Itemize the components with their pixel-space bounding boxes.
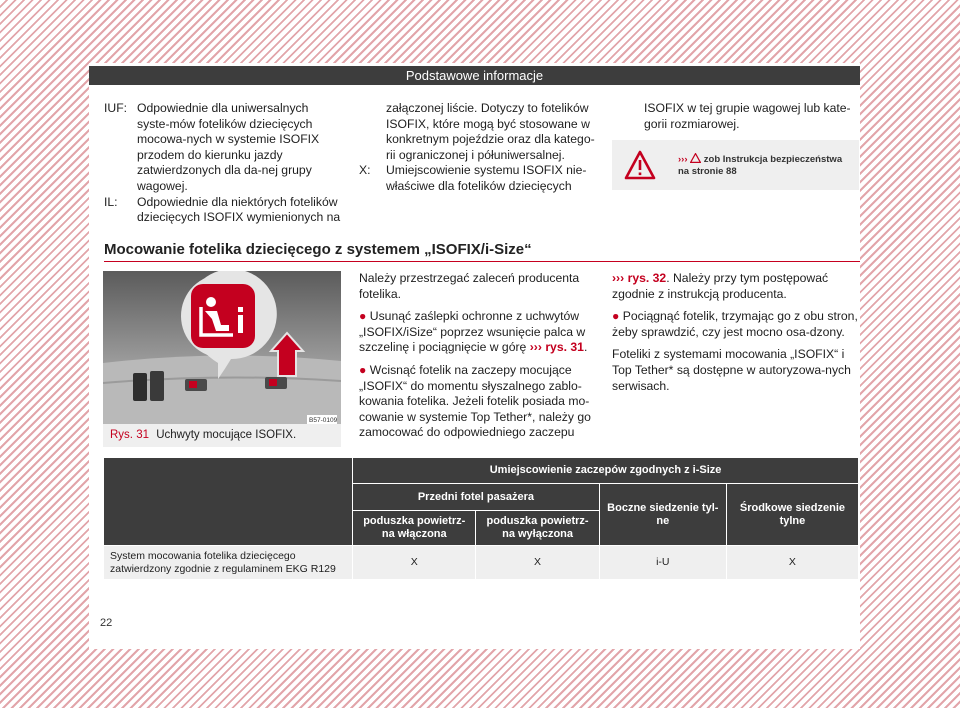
isofix-table [103, 457, 859, 580]
figure-photo [103, 271, 341, 428]
row-label: System mocowania fotelika dziecięcego zatwierdzony zgodnie z regulaminem EKG R129 [104, 546, 352, 579]
figure-caption [103, 424, 341, 447]
ref-arrows: ››› [612, 271, 625, 285]
def-desc: Umiejscowienie systemu ISOFIX nie-właściwe dla fotelików dziecięcych [386, 163, 587, 193]
intro-paragraph: Należy przestrzegać zaleceń producenta fotelika. [359, 271, 580, 301]
def-x [359, 163, 604, 194]
ref-arrows: ››› [529, 340, 542, 355]
definitions-col1 [104, 101, 344, 226]
definitions-col2 [359, 101, 604, 195]
small-warning-icon [690, 153, 701, 163]
bullet-item [612, 309, 858, 340]
figure-link[interactable]: rys. 31 [545, 340, 584, 355]
cell-value: i-U [600, 546, 726, 579]
def-desc: Odpowiednie dla niektórych fotelików dziecięcych ISOFIX wymienionych na [137, 194, 341, 225]
warning-link-line1[interactable]: zob Instrukcja bezpieczeństwa [703, 154, 843, 165]
warning-triangle-icon [624, 150, 656, 180]
center-rear-header: Środkowe siedzenie tylne [727, 484, 858, 545]
bullet-text: Usunąć zaślepki ochronne z uchwytów „ISOFIX/iSize“ poprzez wsunięcie palca w szczelinę i pociągnięcie w górę [359, 309, 586, 355]
warning-text [678, 153, 842, 177]
cell-value: X [476, 546, 598, 579]
page-header: Podstawowe informacje [89, 66, 860, 85]
table-corner-cell [104, 458, 352, 545]
continuation-text: . Należy przy tym postępować zgodnie z instrukcją producenta. [612, 271, 829, 301]
bullet-dot-icon: ● [359, 309, 367, 324]
figure-label: Rys. 31 [110, 429, 149, 441]
def-term: IUF: [104, 101, 128, 115]
airbag-on-header: poduszka powietrz-na włączona [353, 511, 475, 545]
col3-continuation [612, 101, 857, 132]
figure-code: B57-0109 [309, 417, 338, 424]
col2-continuation: załączonej liście. Dotyczy to fotelików ISOFIX, które mogą być stosowane w konkretnym pojeździe oraz dla katego-rii ograniczonej i półuniwersalnej. [386, 101, 595, 162]
def-desc: Odpowiednie dla uniwersalnych syste-mów fotelików dziecięcych mocowa-nych w systemie ISOFIX przodem do kierunku jazdy zatwierdzonych dla da-nej grupy wagowej. [137, 101, 320, 193]
figure-link[interactable]: rys. 32 [627, 271, 667, 285]
bullet-dot-icon: ● [359, 362, 367, 377]
def-il [104, 195, 344, 226]
bullet-item [359, 363, 604, 441]
cell-value: X [727, 546, 858, 579]
instructions-col [359, 271, 604, 448]
cell-value: X [353, 546, 475, 579]
section-title: Mocowanie fotelika dziecięcego z systemem „ISOFIX/i-Size“ [104, 241, 532, 258]
def-term: X: [359, 163, 371, 178]
airbag-off-header: poduszka powietrz-na wyłączona [476, 511, 598, 545]
figure-caption-text: Uchwyty mocujące ISOFIX. [156, 429, 297, 441]
seat-illustration [103, 271, 341, 428]
page-number: 22 [100, 617, 113, 629]
bullet-text: Pociągnąć fotelik, trzymając go z obu stron, żeby sprawdzić, czy jest mocno osa-dzony. [612, 309, 858, 339]
bullet-dot-icon: ● [612, 309, 620, 324]
side-rear-header: Boczne siedzenie tyl-ne [600, 484, 726, 545]
table-group-header: Umiejscowienie zaczepów zgodnych z i-Size [353, 458, 858, 483]
def-term: IL: [104, 194, 118, 209]
warning-link-line2[interactable]: na stronie 88 [678, 165, 737, 177]
table-row [104, 546, 858, 579]
continuation-paragraph [612, 271, 858, 302]
note-paragraph: Foteliki z systemami mocowania „ISOFIX“ i Top Tether* są dostępne w autoryzowa-nych serwisach. [612, 347, 851, 393]
bullet-item: ● Usunąć zaślepki ochronne z uchwytów „ISOFIX/iSize“ poprzez wsunięcie palca w szczelinę i pociągnięcie w górę ››› rys. 31. [359, 309, 588, 355]
ref-arrows: ››› [678, 154, 688, 165]
def-iuf [104, 101, 344, 195]
front-seat-header: Przedni fotel pasażera [353, 484, 599, 510]
instructions-col-right [612, 271, 858, 401]
warning-box [612, 140, 859, 190]
bullet-text: Wcisnąć fotelik na zaczepy mocujące „ISOFIX“ do momentu słyszalnego zablo-kowania fotelika. Jeżeli fotelik posiada mo-cowanie w systemie Top Tether*, należy go zamocować do odpowiedniego zaczepu [359, 362, 591, 440]
col3-text: ISOFIX w tej grupie wagowej lub kate-gorii rozmiarowej. [644, 101, 851, 131]
section-divider [104, 261, 860, 262]
